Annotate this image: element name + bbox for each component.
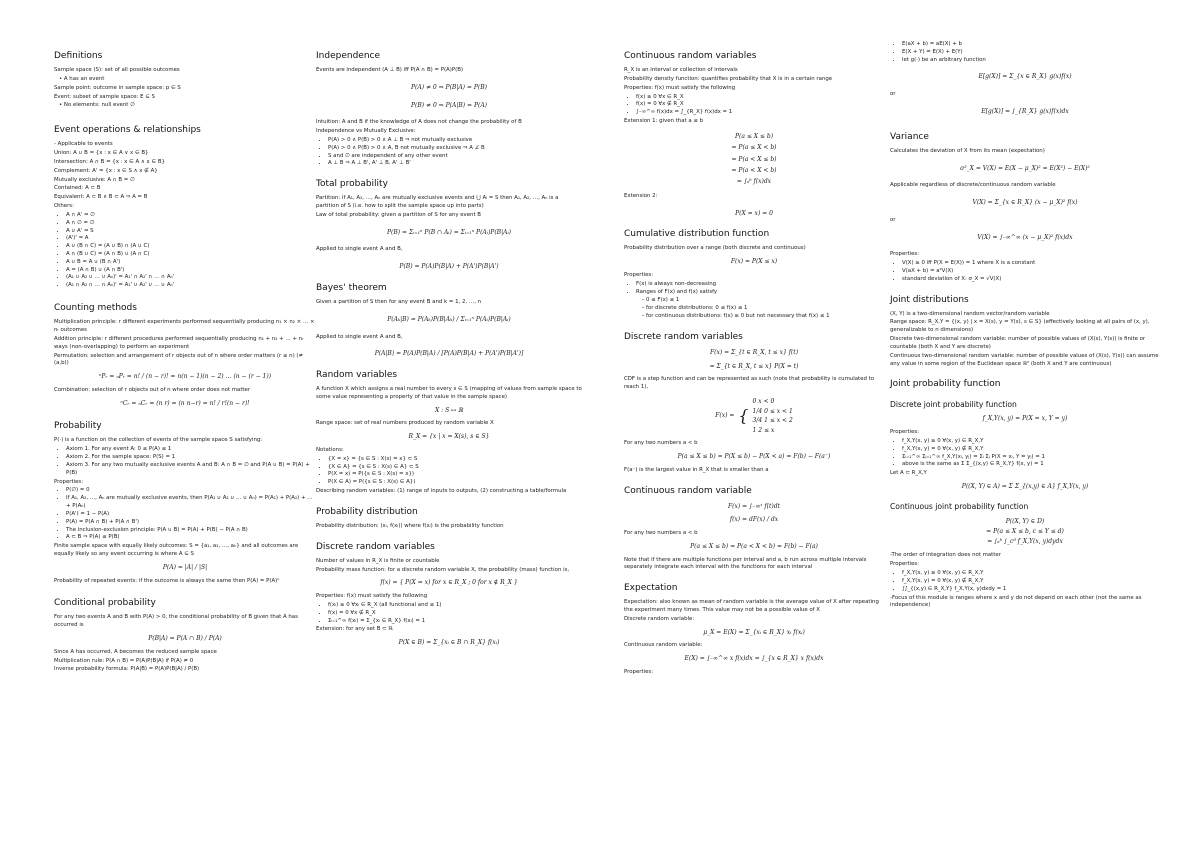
discrete-joint-heading: Discrete joint probability function: [890, 400, 1017, 410]
list-item: • ∫₋∞^∞ f(x)dx = ∫_{R_X} f(x)dx = 1: [636, 109, 884, 117]
list-item: • f_X,Y(x, y) = 0 ∀(x, y) ∉ R_X,Y: [902, 578, 1160, 586]
list-item: • above is the same as Σ Σ_{(x,y) ∈ R_X,Y} f(x, y) = 1: [902, 461, 1160, 469]
list-item: • P(A) > 0 ∧ P(B) > 0 ∧ A ⊥ B ⇒ not mutually exclusive: [328, 137, 582, 145]
variance-properties-list: [890, 260, 1160, 283]
text-line: Extension 1: given that a ≤ b: [624, 118, 704, 125]
list-item: – for discrete distributions: 0 ≤ f(x) ≤ 1: [646, 305, 884, 313]
list-item: • f_X,Y(x, y) = 0 ∀(x, y) ∉ R_X,Y: [902, 446, 1160, 454]
cdf-formula: F(x) = P(X ≤ x): [730, 258, 778, 266]
joint-pdf-formula: [890, 517, 1160, 548]
cdf-range-sublist: [636, 297, 884, 320]
list-item: • P(X = x) = P({s ∈ S : X(s) = x}): [328, 471, 582, 479]
continuous-cdf-heading: Continuous random variable: [624, 485, 752, 496]
text-line: For any two numbers a < b: [624, 440, 698, 447]
continuous-rv-section: [624, 50, 884, 218]
text-line: For any two events A and B with P(A) > 0, the conditional probability of B given that A has occurred is: [54, 614, 298, 629]
expectation-heading: Expectation: [624, 583, 678, 594]
conditional-section: [54, 597, 316, 674]
list-item: • f_X,Y(x, y) ≥ 0 ∀(x, y) ∈ R_X,Y: [902, 438, 1160, 446]
list-item: • P(A) = P(A ∩ B) + P(A ∩ B'): [66, 519, 316, 527]
extension-1-formula: [624, 131, 884, 188]
independence-formula: P(B) ≠ 0 ⇒ P(A|B) = P(A): [410, 101, 487, 109]
text-line: Properties: f(x) must satisfy the following: [624, 84, 736, 91]
expectation-section: [624, 582, 884, 677]
joint-pmf-properties-list: [890, 438, 1160, 469]
text-line: Probability distribution: (xᵢ, f(xᵢ)) where f(xᵢ) is the probability function: [316, 522, 504, 529]
joint-distributions-heading: Joint distributions: [890, 294, 969, 305]
continuous-interval-formula: P(a ≤ X ≤ b) = P(a < X < b) = F(b) − F(a): [690, 542, 818, 550]
text-line: Properties:: [624, 271, 654, 278]
text-line: Combination: selection of r objects out of n where order does not matter: [54, 386, 251, 393]
text-line: Probability distribution over a range (both discrete and continuous): [624, 245, 806, 252]
text-line: Range space: R_X,Y = {(x, y) | x = X(s), y = Y(s), s ∈ S} (effectively looking at all pairs of (x, y), generalizable to n dimensions): [890, 319, 1150, 334]
list-item: • P(A') = 1 − P(A): [66, 511, 316, 519]
probability-heading: Probability: [54, 421, 102, 432]
continuous-rv-heading: Continuous random variables: [624, 51, 757, 61]
text-line: Properties:: [890, 251, 920, 258]
pdf-properties-list: [624, 94, 884, 117]
text-line: -The order of integration does not matter: [890, 552, 1001, 559]
variance-heading: Variance: [890, 131, 929, 142]
text-line: -Focus of this module is ranges where x and y do not depend on each other (not the same as independence): [890, 594, 1142, 609]
definitions-section: [54, 50, 316, 110]
text-line: Properties:: [54, 478, 84, 485]
list-item: • Σᵢ₌₁^∞ f(xᵢ) = Σ_{xᵢ ∈ R_X} f(xᵢ) = 1: [328, 618, 582, 626]
discrete-cdf-formula: = Σ_{t ∈ R_X, t ≤ x} P(X = t): [709, 362, 799, 370]
text-line: R_X is an interval or collection of intervals: [624, 67, 738, 74]
discrete-variance-formula: V(X) = Σ_{x ∈ R_X} (x − μ_X)² f(x): [972, 199, 1078, 207]
text-line: Others:: [54, 203, 74, 210]
formula-line: 1/4 0 ≤ x < 1: [752, 407, 793, 415]
list-item: • let g(·) be an arbitrary function: [902, 57, 1160, 65]
list-item: • f(x) = 0 ∀x ∉ R_X: [636, 101, 884, 109]
list-item: • standard deviation of X: σ_X = √V(X): [902, 276, 1160, 284]
probability-distribution-section: [316, 506, 582, 531]
formula-line: 1 2 ≤ x: [752, 426, 775, 434]
definitions-heading: Definitions: [54, 51, 103, 61]
text-line: Probability mass function: for a discrete random variable X, the probability (mass) function is,: [316, 566, 570, 573]
continuous-expectation-formula: E(X) = ∫₋∞^∞ x f(x)dx = ∫_{x ∈ R_X} x f(x)dx: [684, 655, 824, 663]
list-item: • A ⊥ B ⇒ A ⊥ B', A' ⊥ B, A' ⊥ B': [328, 160, 582, 168]
text-line: - Applicable to events: [54, 141, 113, 148]
counting-section: [54, 302, 316, 408]
function-expectation-formula: E[g(X)] = ∫_{R_X} g(x)f(x)dx: [981, 108, 1069, 115]
text-line: or: [890, 91, 896, 98]
list-item: • f(x) = 0 ∀x ∉ R_X: [328, 610, 582, 618]
continuous-cdf-section: [624, 485, 884, 573]
extension-2-formula: P(X = x) = 0: [735, 209, 773, 217]
text-line: Discrete random variable:: [624, 615, 695, 622]
list-item: • Axiom 2. For the sample space: P(S) = 1: [66, 454, 316, 462]
formula-line: 0 x < 0: [752, 397, 775, 405]
formula-line: = ∫ₐᵇ f(x)dx: [736, 178, 772, 186]
text-line: Notations:: [316, 446, 344, 453]
left-brace-icon: {: [738, 406, 749, 426]
list-item: • f(x) ≥ 0 ∀x ∈ R_X: [636, 94, 884, 102]
text-line: Given a partition of S then for any event B and k = 1, 2, …, n: [316, 299, 482, 305]
text-line: Applicable regardless of discrete/continuous random variable: [890, 182, 1056, 189]
text-line: Properties:: [890, 561, 920, 568]
text-line: Permutation: selection and arrangement of r objects out of n where order matters (r ≤ n) (≠ (a,b)): [54, 352, 304, 367]
pmf-properties-list: [316, 602, 582, 625]
list-item: • P(∅) = 0: [66, 487, 316, 495]
text-line: Since A has occurred, A becomes the reduced sample space: [54, 648, 217, 655]
list-item: • ∫∫_{(x,y) ∈ R_X,Y} f_X,Y(x, y)dxdy = 1: [902, 586, 1160, 594]
continuous-joint-heading: Continuous joint probability function: [890, 501, 1029, 511]
permutation-formula: ⁿPᵣ = ₙPᵣ = n! / (n − r)! = n(n − 1)(n − 2) … (n − (r − 1)): [98, 373, 272, 381]
discrete-rv-heading: Discrete random variables: [316, 541, 435, 552]
text-line: Properties:: [624, 668, 654, 675]
list-item: • S and ∅ are independent of any other event: [328, 153, 582, 161]
discrete-expectation-formula: μ_X = E(X) = Σ_{xᵢ ∈ R_X} xᵢ f(xᵢ): [703, 628, 805, 636]
text-line: • A has an event: [59, 75, 105, 82]
list-item: • P(A) > 0 ∧ P(B) > 0 ∧ A, B not mutually exclusive ⇒ A ⊥̸ B: [328, 145, 582, 153]
notations-list: [316, 456, 582, 487]
text-line: Multiplication rule: P(A ∩ B) = P(A)P(B|A) if P(A) ≠ 0: [54, 657, 194, 664]
page1-column-1: [54, 40, 316, 675]
probability-distribution-heading: Probability distribution: [316, 506, 418, 517]
text-line: Mutually exclusive: A ∩ B = ∅: [54, 176, 135, 183]
text-line: Continuous random variable:: [624, 642, 703, 649]
joint-distributions-section: [890, 294, 1160, 369]
equally-likely-formula: P(A) = |A| / |S|: [162, 563, 208, 571]
list-item: • {X ∈ A} = {s ∈ S : X(s) ∈ A} ⊂ S: [328, 464, 582, 472]
text-line: Intersection: A ∩ B = {x : x ∈ A ∧ x ∈ B}: [54, 158, 165, 165]
text-line: Describing random variables: (1) range of inputs to outputs, (2) constructing a table/formula: [316, 488, 567, 495]
formula-label: F(x) =: [715, 411, 735, 419]
text-line: Law of total probability: given a partition of S for any event B: [316, 211, 482, 218]
list-item: • Ranges of F(x) and f(x) satisfy: [636, 289, 884, 297]
text-line: Complement: A' = {x : x ∈ S ∧ x ∉ A}: [54, 167, 158, 174]
formula-line: 3/4 1 ≤ x < 2: [752, 417, 793, 425]
formula-line: P(a ≤ X ≤ b): [734, 132, 774, 140]
discrete-cdf-formula: F(x) = Σ_{t ∈ R_X, t ≤ x} f(t): [709, 348, 799, 356]
text-line: Intuition: A and B if the knowledge of A does not change the probability of B: [316, 119, 522, 126]
text-line: F(a⁻) is the largest value in R_X that is smaller than a: [624, 466, 769, 473]
continuous-cdf-formula: F(x) = ∫₋∞ˣ f(t)dt: [728, 502, 780, 510]
list-item: • E(X + Y) = E(X) + E(Y): [902, 49, 1160, 57]
discrete-cdf-section: [624, 331, 884, 475]
list-item: • Axiom 3. For any two mutually exclusive events A and B: A ∩ B = ∅ and P(A ∪ B) = P(A) + P(B): [66, 462, 316, 478]
list-item: • A = (A ∩ B) ∪ (A ∩ B'): [66, 267, 316, 275]
text-line: • No elements: null event ∅: [59, 102, 135, 109]
page1-column-2: [316, 40, 582, 653]
page2-column-1: [624, 40, 884, 678]
text-line: Probability of repeated events: if the outcome is always the same then P(A) = P(A)ⁿ: [54, 577, 280, 584]
expectation-properties-section: [890, 41, 1160, 117]
text-line: Inverse probability formula: P(A|B) = P(A)P(B|A) / P(B): [54, 666, 200, 673]
list-item: • A ∪ (B ∩ C) = (A ∪ B) ∩ (A ∪ C): [66, 243, 316, 251]
formula-line: = P(a < X ≤ b): [731, 155, 777, 163]
text-line: Probability density function: quantifies probability that X is in a certain range: [624, 75, 833, 82]
list-item: • V(X) ≥ 0 iff P(X = E(X)) = 1 where X is a constant: [902, 260, 1160, 268]
total-probability-formula: P(B) = P(A)P(B|A) + P(A')P(B|A'): [399, 263, 499, 271]
text-line: Events are independent (A ⊥ B) iff P(A ∩ B) = P(A)P(B): [316, 67, 463, 74]
joint-event-formula: P((X, Y) ∈ A) = Σ Σ_{(x,y) ∈ A} f_X,Y(x, y): [961, 483, 1089, 491]
text-line: Partition: if A₁, A₂, …, Aₙ are mutually exclusive events and ⋃ Aᵢ = S then A₁, A₂, …, Aₙ is a partition of S (i.e. how to split the sample space up into parts): [316, 195, 559, 210]
list-item: – for continuous distributions: f(x) ≥ 0 but not necessary that f(x) ≤ 1: [646, 313, 884, 321]
text-line: Range space: set of real numbers produced by random variable X: [316, 420, 494, 427]
text-line: Continuous two-dimensional random variable: number of possible values of (X(s), Y(s)) can assume any value in some region of the Euclidean space ℝ² (both X and Y are continuous): [890, 352, 1159, 367]
combination-formula: ⁿCᵣ = ₙCᵣ = (n r) = (n n−r) = n! / r!(n − r)!: [120, 399, 250, 407]
list-item: • (A₁ ∪ A₂ ∪ … ∪ Aₙ)' = A₁' ∩ A₂' ∩ … ∩ Aₙ': [66, 274, 316, 282]
list-item: • The inclusion-exclusion principle: P(A ∪ B) = P(A) + P(B) − P(A ∩ B): [66, 527, 316, 535]
independence-heading: Independence: [316, 51, 381, 61]
list-item: • A ∩ A' = ∅: [66, 212, 316, 220]
discrete-rv-section: [316, 541, 582, 648]
formula-line: = P(a < X < b): [731, 167, 777, 175]
text-line: A function X which assigns a real number to every s ∈ S (mapping of values from sample space to some value representing a property of that value in the sample space): [316, 386, 582, 400]
event-operations-heading: Event operations & relationships: [54, 125, 201, 136]
function-expectation-formula: E[g(X)] = Σ_{x ∈ R_X} g(x)f(x): [978, 73, 1072, 81]
event-operations-section: [54, 124, 316, 290]
joint-pmf-formula: f_X,Y(x, y) = P(X = x, Y = y): [982, 415, 1068, 423]
list-item: • If A₁, A₂, …, Aₙ are mutually exclusive events, then P(A₁ ∪ A₂ ∪ … ∪ Aₙ) = P(A₁) + P(A₂) + … + P(Aₙ): [66, 495, 316, 511]
list-item: • F(x) is always non-decreasing: [636, 281, 884, 289]
list-item: • Axiom 1. For any event A: 0 ≤ P(A) ≤ 1: [66, 446, 316, 454]
pmf-extension-formula: P(X ∈ B) = Σ_{xᵢ ∈ B ∩ R_X} f(xᵢ): [398, 639, 500, 647]
text-line: Event: subset of sample space: E ⊆ S: [54, 93, 155, 100]
joint-probability-heading: Joint probability function: [890, 379, 1001, 390]
variance-formula: σ²_X = V(X) = E(X − μ_X)² = E(X²) − E(X)²: [960, 164, 1090, 172]
list-item: • A ∪ A' = S: [66, 228, 316, 236]
text-line: Properties:: [890, 429, 920, 436]
text-line: (X, Y) is a two-dimensional random vector/random variable: [890, 310, 1050, 317]
text-line: Number of values in R_X is finite or countable: [316, 557, 440, 564]
probability-properties-list: [54, 487, 316, 542]
list-item: – 0 ≤ F(x) ≤ 1: [646, 297, 884, 305]
variance-section: [890, 131, 1160, 284]
rv-formula: X : S ↦ ℝ: [434, 406, 464, 414]
text-line: Sample space (S): set of all possible outcomes: [54, 67, 180, 74]
text-line: CDF is a step function and can be represented as such (note that probability is cumulated to reach 1),: [624, 376, 875, 391]
list-item: • {X = x} = {s ∈ S : X(s) = x} ⊂ S: [328, 456, 582, 464]
list-item: • E(aX + b) = aE(X) + b: [902, 41, 1160, 49]
pdf-derivative-formula: f(x) = dF(x) / dx: [729, 516, 779, 524]
text-line: Multiplication principle: r different experiments performed sequentially producing n₁ × n₂ × … × nᵣ outcomes: [54, 319, 315, 334]
text-line: Finite sample space with equally likely outcomes: S = {a₁, a₂, …, aₖ} and all outcomes are equally likely so any event occurring is where A ⊆ S: [54, 543, 299, 557]
probability-section: [54, 420, 316, 585]
list-item: • Σᵢ₌₁^∞ Σⱼ₌₁^∞ f_X,Y(xᵢ, yⱼ) = Σᵢ Σⱼ P(X = xᵢ, Y = yⱼ) = 1: [902, 454, 1160, 462]
total-probability-heading: Total probability: [316, 179, 388, 190]
text-line: Union: A ∪ B = {x : x ∈ A ∨ x ∈ B}: [54, 150, 149, 157]
text-line: P(·) is a function on the collection of events of the sample space S satisfying:: [54, 437, 263, 444]
list-item: • f_X,Y(x, y) ≥ 0 ∀(x, y) ∈ R_X,Y: [902, 570, 1160, 578]
random-variables-section: [316, 369, 582, 496]
random-variables-heading: Random variables: [316, 370, 398, 381]
text-line: For any two numbers a < b: [624, 530, 698, 537]
formula-line: P((X, Y) ∈ D): [1005, 517, 1045, 525]
text-line: Independence vs Mutually Exclusive:: [316, 128, 416, 135]
joint-pdf-properties-list: [890, 570, 1160, 593]
list-item: • f(xᵢ) ≥ 0 ∀xᵢ ∈ R_X (all functional and ≤ 1): [328, 602, 582, 610]
bayes-formula: P(Aₖ|B) = P(Aₖ)P(B|Aₖ) / Σᵢ₌₁ⁿ P(Aᵢ)P(B|Aᵢ): [387, 315, 511, 323]
text-line: Note that if there are multiple functions per interval and a, b run across multiple intervals separately integrate each interval with the functions for each interval: [624, 556, 867, 571]
text-line: Let A ⊂ R_X,Y: [890, 470, 927, 477]
text-line: Extension 2:: [624, 192, 658, 199]
text-line: Equivalent: A ⊂ B ∧ B ⊂ A ⇒ A = B: [54, 194, 148, 201]
formula-line: = P(a ≤ X < b): [731, 144, 777, 152]
text-line: Extension: for any set B ⊂ ℝ: [316, 626, 393, 633]
formula-line: = ∫ₐᵇ ∫_cᵈ f_X,Y(x, y)dydx: [987, 538, 1063, 546]
list-item: • A ⊂ B ⇒ P(A) ≤ P(B): [66, 534, 316, 542]
text-line: Properties: f(x) must satisfy the following: [316, 593, 428, 600]
continuous-variance-formula: V(X) = ∫₋∞^∞ (x − μ_X)² f(x)dx: [977, 233, 1073, 241]
list-item: • A ∩ (B ∪ C) = (A ∩ B) ∪ (A ∩ C): [66, 251, 316, 259]
bayes-heading: Bayes' theorem: [316, 282, 387, 293]
text-line: Addition principle: r different procedures performed sequentially producing n₁ + n₂ + … + nᵣ ways (non-overlapping) to perform an experiment: [54, 335, 304, 350]
independence-section: [316, 50, 582, 168]
conditional-heading: Conditional probability: [54, 598, 156, 609]
cheatsheet-page-2: [600, 0, 1200, 849]
text-line: Applied to single event A and B,: [316, 246, 403, 253]
cdf-heading: Cumulative distribution function: [624, 229, 770, 240]
list-item: • V(aX + b) = a²V(X): [902, 268, 1160, 276]
text-line: Contained: A ⊂ B: [54, 185, 101, 192]
text-line: Applied to single event A and B,: [316, 333, 403, 340]
total-probability-formula: P(B) = Σᵢ₌₁ⁿ P(B ∩ Aᵢ) = Σᵢ₌₁ⁿ P(Aᵢ)P(B|Aᵢ): [387, 228, 511, 236]
axioms-list: [54, 446, 316, 477]
cdf-properties-list: [624, 281, 884, 321]
text-line: Calculates the deviation of X from its mean (expectation): [890, 147, 1045, 154]
text-line: Discrete two-dimensional random variable: number of possible values of (X(s), Y(s)) is finite or countable (both X and Y are discrete): [890, 336, 1146, 350]
text-line: Sample point: outcome in sample space: p ∈ S: [54, 84, 181, 91]
list-item: • A ∪ B = A ∪ (B ∩ A'): [66, 259, 316, 267]
range-space-formula: R_X = {x | x = X(s), s ∈ S}: [408, 433, 490, 441]
cdf-section: [624, 228, 884, 321]
step-function: [624, 397, 884, 435]
list-item: • (A₁ ∩ A₂ ∩ … ∩ Aₙ)' = A₁' ∪ A₂' ∪ … ∪ Aₙ': [66, 282, 316, 290]
pmf-formula: f(x) = { P(X = x) for x ∈ R_X ; 0 for x ∉ R_X }: [380, 579, 518, 587]
conditional-formula: P(B|A) = P(A ∩ B) / P(A): [148, 635, 222, 643]
total-probability-section: [316, 178, 582, 272]
joint-probability-section: [890, 378, 1160, 610]
list-item: • A ∩ ∅ = ∅: [66, 220, 316, 228]
independence-formula: P(A) ≠ 0 ⇒ P(B|A) = P(B): [410, 83, 487, 91]
bayes-section: [316, 282, 582, 359]
page2-column-2: [890, 40, 1160, 611]
others-list: [54, 212, 316, 290]
discrete-cdf-heading: Discrete random variables: [624, 331, 743, 342]
bayes-formula: P(A|B) = P(A)P(B|A) / [P(A)P(B|A) + P(A')P(B|A')]: [374, 350, 524, 358]
independence-list: [316, 137, 582, 168]
counting-heading: Counting methods: [54, 303, 137, 314]
text-line: or: [890, 216, 896, 223]
expectation-properties-list: [890, 41, 1160, 64]
discrete-interval-formula: P(a ≤ X ≤ b) = P(X ≤ b) − P(X < a) = F(b) − F(a⁻): [677, 453, 831, 461]
list-item: • P(X ∈ A) = P({s ∈ S : X(s) ∈ A}): [328, 479, 582, 487]
formula-line: = P(a ≤ X ≤ b, c ≤ Y ≤ d): [986, 528, 1064, 536]
text-line: Expectation: also known as mean of random variable is the average value of X after repeating the experiment many times. This value may not be a possible value of X: [624, 599, 879, 614]
list-item: • (A')' = A: [66, 235, 316, 243]
